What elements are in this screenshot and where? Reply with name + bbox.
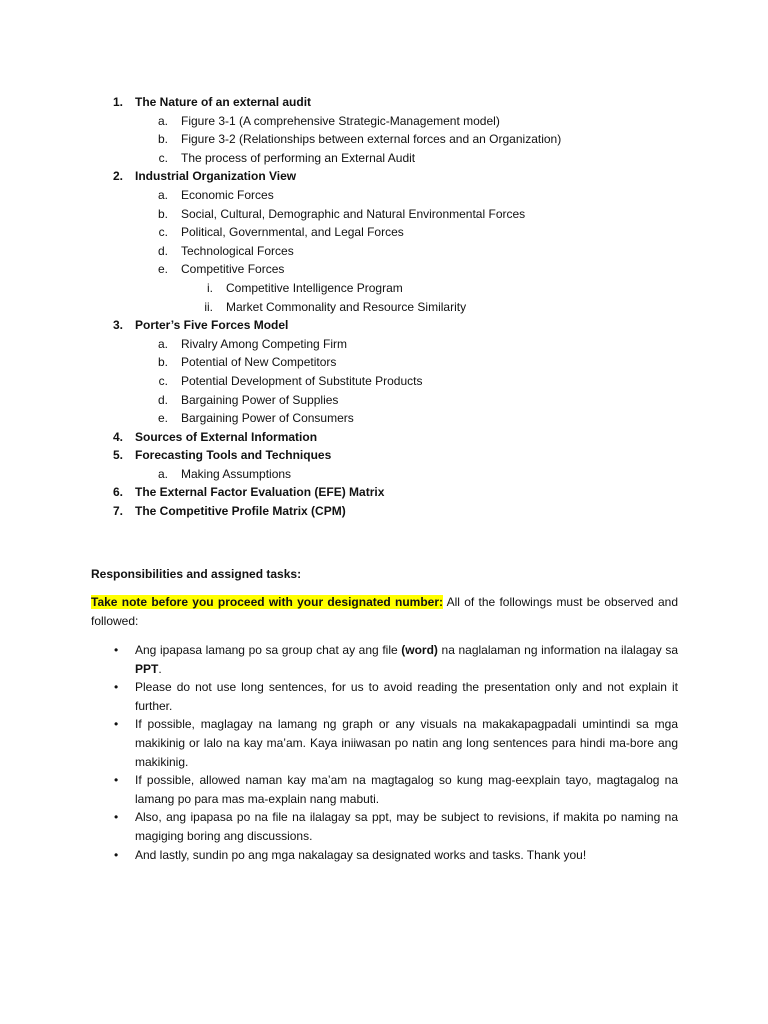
responsibilities-heading: Responsibilities and assigned tasks: bbox=[91, 567, 302, 581]
outline-item-level-2 bbox=[0, 465, 768, 484]
outline-text: The External Factor Evaluation (EFE) Matrix bbox=[135, 485, 385, 500]
outline-item-level-2 bbox=[0, 242, 768, 261]
bullet-dot-icon: • bbox=[114, 773, 119, 788]
bullet-item bbox=[0, 846, 678, 865]
outline-number: 3. bbox=[112, 318, 123, 333]
outline-text: Bargaining Power of Supplies bbox=[181, 392, 339, 407]
bullet-item bbox=[0, 678, 678, 715]
outline-item-level-2 bbox=[0, 223, 768, 242]
outline-number: e. bbox=[157, 262, 168, 277]
outline-number: c. bbox=[158, 150, 168, 165]
outline-text: Making Assumptions bbox=[181, 466, 292, 481]
note-paragraph bbox=[91, 593, 678, 630]
outline-item-level-2 bbox=[0, 353, 768, 372]
outline-item-level-2 bbox=[0, 112, 768, 131]
bullet-dot-icon: • bbox=[114, 847, 119, 862]
bullet-item bbox=[0, 808, 678, 845]
bullet-dot-icon: • bbox=[114, 680, 119, 695]
outline-text: The Competitive Profile Matrix (CPM) bbox=[135, 504, 346, 519]
outline-number: 5. bbox=[112, 448, 123, 463]
outline-number: a. bbox=[157, 113, 168, 128]
outline-text: Political, Governmental, and Legal Forces bbox=[181, 225, 404, 240]
outline-text: Competitive Intelligence Program bbox=[226, 280, 403, 295]
outline-text: Porter’s Five Forces Model bbox=[135, 318, 289, 333]
outline-item-level-2 bbox=[0, 130, 768, 149]
outline-number: b. bbox=[157, 132, 168, 147]
outline-item-level-1 bbox=[0, 483, 768, 502]
bullet-text: If possible, allowed naman kay ma’am na magtagalog so kung mag-eexplain tayo, magtagalog na lamang po para mas ma-explain nang mabuti. bbox=[135, 773, 678, 806]
outline-text: Rivalry Among Competing Firm bbox=[181, 336, 348, 351]
outline-number: d. bbox=[157, 243, 168, 258]
outline-item-level-1 bbox=[0, 446, 768, 465]
outline-number: 1. bbox=[112, 95, 123, 109]
outline-text: Market Commonality and Resource Similarity bbox=[226, 299, 467, 314]
outline-text: Economic Forces bbox=[181, 187, 274, 202]
outline-item-level-1 bbox=[0, 316, 768, 335]
outline-item-level-1 bbox=[0, 428, 768, 447]
bullet-dot-icon: • bbox=[114, 717, 119, 732]
outline-text: Figure 3-2 (Relationships between external forces and an Organization) bbox=[181, 132, 562, 147]
outline-text: Potential Development of Substitute Products bbox=[181, 373, 423, 388]
bullet-text: (word) bbox=[401, 643, 438, 657]
outline-number: d. bbox=[157, 392, 168, 407]
outline-item-level-2 bbox=[0, 391, 768, 410]
bullet-item bbox=[0, 771, 678, 808]
outline-number: 7. bbox=[112, 504, 123, 519]
note-text: All of the followings must be observed and followed: bbox=[91, 595, 678, 628]
bullet-text: na naglalaman ng information na ilalagay sa bbox=[437, 643, 678, 657]
outline-text: Bargaining Power of Consumers bbox=[181, 411, 354, 426]
bullet-dot-icon: • bbox=[114, 810, 119, 825]
outline-item-level-2 bbox=[0, 260, 768, 279]
bullet-text: Ang ipapasa lamang po sa group chat ay ang file bbox=[135, 643, 402, 657]
outline-number: a. bbox=[157, 466, 168, 481]
outline-item-level-3 bbox=[0, 298, 768, 317]
outline-number: 4. bbox=[112, 429, 123, 444]
bullet-text: And lastly, sundin po ang mga nakalagay sa designated works and tasks. Thank you! bbox=[135, 847, 587, 862]
outline-item-level-2 bbox=[0, 335, 768, 354]
bullet-text: Please do not use long sentences, for us to avoid reading the presentation only and not explain it further. bbox=[135, 680, 678, 713]
topic-outline bbox=[0, 93, 768, 521]
bullet-text: If possible, maglagay na lamang ng graph or any visuals na makakapagpadali umintindi sa mga makikinig or lalo na kay ma’am. Kaya iniiwasan po natin ang long sentences para hindi ma-bore ang makikinig. bbox=[135, 717, 678, 769]
outline-text: The process of performing an External Audit bbox=[181, 150, 416, 165]
outline-item-level-2 bbox=[0, 149, 768, 168]
outline-number: a. bbox=[157, 187, 168, 202]
outline-item-level-1 bbox=[0, 167, 768, 186]
highlighted-note: Take note before you proceed with your designated number: bbox=[91, 595, 444, 609]
outline-number: c. bbox=[158, 225, 168, 240]
bullet-text: Also, ang ipapasa po na file na ilalagay sa ppt, may be subject to revisions, if makita po naming na magiging boring ang discussions. bbox=[135, 810, 678, 843]
bullet-item bbox=[0, 715, 678, 771]
outline-text: Industrial Organization View bbox=[135, 169, 297, 184]
outline-text: Sources of External Information bbox=[135, 429, 318, 444]
outline-number: i. bbox=[207, 280, 213, 295]
outline-item-level-2 bbox=[0, 205, 768, 224]
outline-number: 2. bbox=[112, 169, 123, 184]
outline-item-level-2 bbox=[0, 372, 768, 391]
outline-text: Social, Cultural, Demographic and Natural Environmental Forces bbox=[181, 206, 526, 221]
outline-number: c. bbox=[158, 373, 168, 388]
outline-text: Competitive Forces bbox=[181, 262, 285, 277]
bullet-text: . bbox=[158, 661, 162, 676]
outline-number: a. bbox=[157, 336, 168, 351]
outline-text: Potential of New Competitors bbox=[181, 355, 337, 370]
outline-text: The Nature of an external audit bbox=[135, 95, 312, 109]
outline-text: Forecasting Tools and Techniques bbox=[135, 448, 332, 463]
outline-item-level-2 bbox=[0, 186, 768, 205]
bullet-item bbox=[0, 641, 678, 678]
outline-number: b. bbox=[157, 355, 168, 370]
outline-text: Figure 3-1 (A comprehensive Strategic-Management model) bbox=[181, 113, 500, 128]
outline-item-level-1 bbox=[0, 93, 768, 112]
bullet-dot-icon: • bbox=[114, 643, 119, 657]
outline-number: b. bbox=[157, 206, 168, 221]
outline-number: 6. bbox=[112, 485, 123, 500]
outline-item-level-2 bbox=[0, 409, 768, 428]
outline-item-level-3 bbox=[0, 279, 768, 298]
outline-item-level-1 bbox=[0, 502, 768, 521]
outline-number: e. bbox=[157, 411, 168, 426]
bullet-text: PPT bbox=[135, 661, 159, 676]
bullet-list bbox=[0, 641, 768, 864]
outline-text: Technological Forces bbox=[181, 243, 294, 258]
outline-number: ii. bbox=[204, 299, 213, 314]
